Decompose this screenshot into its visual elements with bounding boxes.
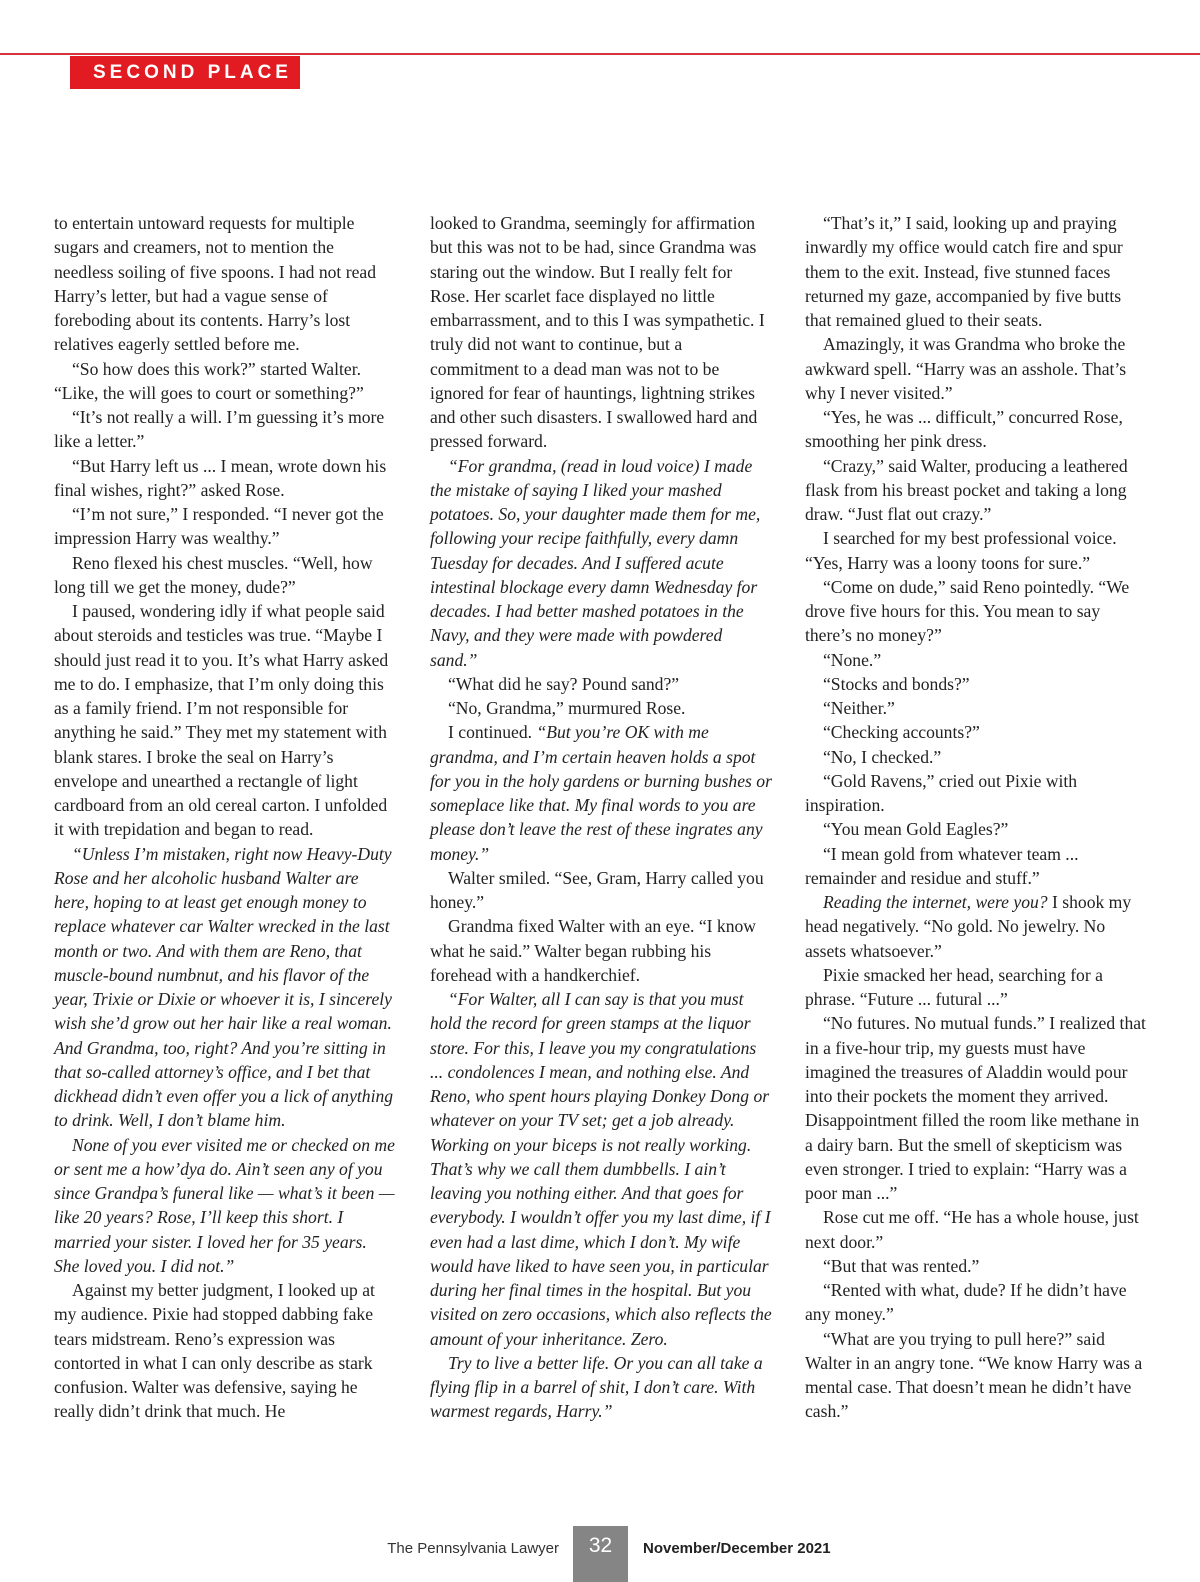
page-number: 32 (573, 1526, 628, 1582)
paragraph-text: Walter smiled. “See, Gram, Harry called you honey.” (430, 867, 764, 912)
paragraph-text: “I mean gold from whatever team ... remainder and residue and stuff.” (805, 843, 1079, 888)
paragraph (54, 842, 396, 1133)
paragraph (805, 1278, 1147, 1327)
issue-date: November/December 2021 (643, 1540, 831, 1557)
paragraph (805, 1205, 1147, 1254)
paragraph-text: “Come on dude,” said Reno pointedly. “We drove five hours for this. You mean to say there’s no money?” (805, 576, 1130, 646)
paragraph-text: “Gold Ravens,” cried out Pixie with inspiration. (805, 770, 1078, 815)
paragraph (54, 211, 396, 357)
paragraph (805, 963, 1147, 1012)
paragraph-text: “But that was rented.” (823, 1255, 980, 1276)
paragraph-text: “Checking accounts?” (823, 722, 980, 743)
paragraph-text: “No, Grandma,” murmured Rose. (448, 698, 686, 718)
paragraph (805, 842, 1147, 891)
paragraph-text: “But you’re OK with me grandma, and I’m certain heaven holds a spot for you in the holy gardens or burning bushes or someplace like that. My final words to you are please don’t leave the rest of these ingrates any money.” (430, 722, 772, 864)
text-column-1 (54, 211, 396, 1424)
paragraph-text: “What are you trying to pull here?” said Walter in an angry tone. “We know Harry was a mental case. That doesn’t mean he didn’t have cash.” (805, 1328, 1143, 1422)
paragraph-text: “For grandma, (read in loud voice) I made the mistake of saying I liked your mashed potatoes. So, your daughter made them for me, following your recipe faithfully, every damn Tuesday for decades. And I suffered acute intestinal blockage every damn Wednesday for decades. I had better mashed potatoes in the Navy, and they were made with powdered sand.” (430, 455, 761, 670)
paragraph (54, 551, 396, 600)
paragraph-text: I shook my head negatively. “No gold. No jewelry. No assets whatsoever.” (805, 892, 1132, 961)
paragraph (805, 332, 1147, 405)
paragraph-text: I searched for my best professional voice. “Yes, Harry was a loony toons for sure.” (805, 528, 1117, 573)
paragraph-lead: I continued. (448, 722, 537, 743)
header-rule (0, 53, 1200, 55)
paragraph-text: Rose cut me off. “He has a whole house, just next door.” (805, 1207, 1139, 1252)
paragraph-text: “No futures. No mutual funds.” I realized that in a five-hour trip, my guests must have imagined the treasures of Aladdin would pour into their pockets the moment they arrived. Disappointment filled the room like methane in a dairy barn. But the smell of skepticism was even stronger. I tried to explain: “Harry was a poor man ...” (805, 1013, 1146, 1203)
paragraph-text: “That’s it,” I said, looking up and praying inwardly my office would catch fire and spur them to the exit. Instead, five stunned faces returned my gaze, accompanied by five butts that remained glued to their seats. (805, 213, 1123, 330)
paragraph-text: “You mean Gold Eagles?” (823, 819, 1009, 840)
paragraph (805, 769, 1147, 818)
paragraph-text: “I’m not sure,” I responded. “I never got the impression Harry was wealthy.” (54, 504, 384, 549)
paragraph-text: Try to live a better life. Or you can all take a flying flip in a barrel of shit, I don’t care. With warmest regards, Harry.” (430, 1352, 763, 1422)
paragraph-text: “For Walter, all I can say is that you must hold the record for green stamps at the liquor store. For this, I leave you my congratulations ... condolences I mean, and nothing else. And Reno, who spent hours playing Donkey Dong or whatever on your TV set; get a job already. Working on your biceps is not really working. That’s why we call them dumbbells. I ain’t leaving you nothing either. And that goes for everybody. I wouldn’t offer you my last dime, if I even had a last dime, which I don’t. My wife would have liked to have seen you, in particular during her final times in the hospital. But you visited on zero occasions, which also reflects the amount of your inheritance. Zero. (430, 989, 772, 1349)
paragraph-text: “Unless I’m mistaken, right now Heavy-Duty Rose and her alcoholic husband Walter are here, hoping to at least get enough money to replace whatever car Walter wrecked in the last month or two. And with them are Reno, that muscle-bound numbnut, and his flavor of the year, Trixie or Dixie or whoever it is, I sincerely wish she’d grow out her hair like a real woman. And Grandma, too, right? And you’re sitting in that so-called attorney’s office, and I bet that dickhead didn’t even offer you a lick of anything to drink. Well, I don’t blame him. (54, 843, 394, 1131)
paragraph (805, 575, 1147, 648)
paragraph (805, 1254, 1147, 1278)
paragraph (805, 1327, 1147, 1424)
paragraph (805, 890, 1147, 963)
paragraph (805, 696, 1147, 720)
paragraph-text: “Rented with what, dude? If he didn’t have any money.” (805, 1280, 1127, 1325)
section-tag: SECOND PLACE (70, 56, 300, 89)
paragraph (805, 648, 1147, 672)
paragraph-lead-italic: Reading the internet, were you? (823, 892, 1048, 912)
paragraph (430, 720, 772, 866)
paragraph (430, 211, 772, 454)
paragraph (54, 1133, 396, 1279)
paragraph (805, 405, 1147, 454)
paragraph-text: “Neither.” (823, 698, 895, 718)
paragraph-text: looked to Grandma, seemingly for affirmation but this was not to be had, since Grandma was staring out the window. But I really felt for Rose. Her scarlet face displayed no little embarrassment, and to this I was sympathetic. I truly did not want to continue, but a commitment to a dead man was not to be ignored for fear of hauntings, lightning strikes and other such disasters. I swallowed hard and pressed forward. (430, 213, 765, 452)
paragraph (54, 502, 396, 551)
paragraph (805, 1011, 1147, 1205)
text-column-2 (430, 211, 772, 1424)
paragraph-text: Reno flexed his chest muscles. “Well, how long till we get the money, dude?” (54, 552, 373, 597)
publication-name: The Pennsylvania Lawyer (387, 1540, 559, 1557)
paragraph (430, 1351, 772, 1424)
paragraph-text: Amazingly, it was Grandma who broke the awkward spell. “Harry was an asshole. That’s why I never visited.” (805, 334, 1127, 403)
paragraph-text: to entertain untoward requests for multiple sugars and creamers, not to mention the needless soiling of five spoons. I had not read Harry’s letter, but had a vague sense of foreboding about its contents. Harry’s lost relatives eagerly settled before me. (54, 213, 376, 355)
paragraph (54, 357, 396, 406)
paragraph (54, 1278, 396, 1424)
paragraph (430, 987, 772, 1351)
page-footer (0, 1526, 1200, 1582)
paragraph-text: “None.” (823, 649, 882, 670)
paragraph-text: Against my better judgment, I looked up at my audience. Pixie had stopped dabbing fake tears midstream. Reno’s expression was contorted in what I can only describe as stark confusion. Walter was defensive, saying he really didn’t drink that much. He (54, 1280, 375, 1422)
paragraph (805, 526, 1147, 575)
paragraph (430, 866, 772, 915)
paragraph (805, 817, 1147, 841)
paragraph (805, 720, 1147, 744)
paragraph (805, 454, 1147, 527)
paragraph (54, 405, 396, 454)
paragraph (805, 745, 1147, 769)
paragraph-text: “It’s not really a will. I’m guessing it’s more like a letter.” (54, 407, 385, 452)
text-column-3 (805, 211, 1147, 1424)
paragraph (430, 914, 772, 987)
paragraph (430, 672, 772, 696)
paragraph-text: Pixie smacked her head, searching for a phrase. “Future ... futural ...” (805, 964, 1103, 1009)
paragraph (54, 454, 396, 503)
paragraph-text: I paused, wondering idly if what people said about steroids and testicles was true. “Maybe I should just read it to you. It’s what Harry asked me to do. I emphasize, that I’m only doing this as a family friend. I’m not responsible for anything he said.” They met my statement with blank stares. I broke the seal on Harry’s envelope and unearthed a rectangle of light cardboard from an old cereal carton. I unfolded it with trepidation and began to read. (54, 601, 389, 840)
paragraph-text: “No, I checked.” (823, 746, 942, 767)
paragraph-text: “Crazy,” said Walter, producing a leathered flask from his breast pocket and taking a long draw. “Just flat out crazy.” (805, 455, 1128, 524)
paragraph (430, 696, 772, 720)
paragraph (805, 672, 1147, 696)
paragraph-text: “Stocks and bonds?” (823, 673, 970, 694)
paragraph (54, 599, 396, 842)
paragraph (430, 454, 772, 672)
paragraph-text: “But Harry left us ... I mean, wrote down his final wishes, right?” asked Rose. (54, 455, 387, 500)
paragraph-text: Grandma fixed Walter with an eye. “I know what he said.” Walter began rubbing his forehead with a handkerchief. (430, 916, 756, 985)
paragraph-text: None of you ever visited me or checked on me or sent me a how’dya do. Ain’t seen any of you since Grandpa’s funeral like — what’s it been — like 20 years? Rose, I’ll keep this short. I married your sister. I loved her for 35 years. She loved you. I did not.” (54, 1134, 395, 1276)
paragraph-text: “What did he say? Pound sand?” (448, 673, 680, 694)
paragraph (805, 211, 1147, 332)
paragraph-text: “So how does this work?” started Walter. “Like, the will goes to court or something?” (54, 358, 364, 403)
paragraph-text: “Yes, he was ... difficult,” concurred Rose, smoothing her pink dress. (805, 407, 1123, 452)
